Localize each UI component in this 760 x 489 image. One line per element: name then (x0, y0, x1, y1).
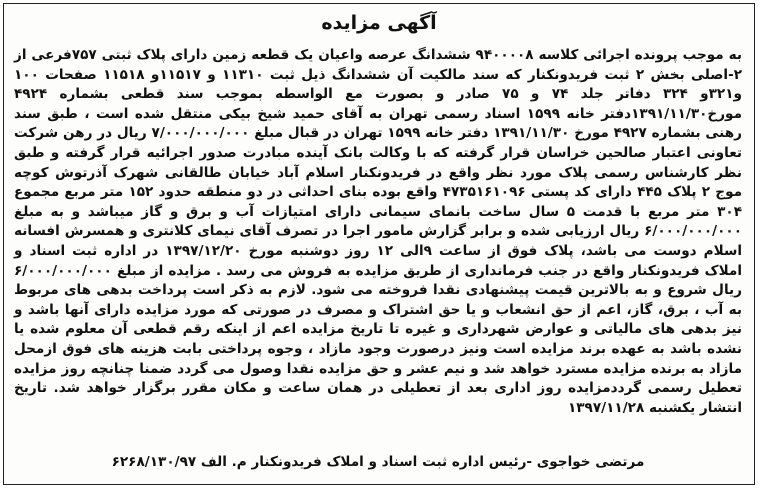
notice-body: به موجب پرونده اجرائی کلاسه ۹۴۰۰۰۰۸ ششدانگ عرصه واعیان یک قطعه زمین دارای پلاک ثبتی ۷۵۷فرعی از ۲-اصلی بخش ۲ ثبت فریدونکنار که سند مالکیت آن ششدانگ ذیل ثبت ۱۱۳۱۰ و ۱۱۵۱۷و ۱۱۵۱۸ صفحات ۱۰۰ و۳۲۱و ۳۲۴ دفاتر جلد ۷۴ و ۷۵ صادر و بصورت مع الواسطه بموجب سند قطعی بشماره ۴۹۲۴ مورخ۱۳۹۱/۱۱/۳۰دفتر خانه ۱۵۹۹ اسناد رسمی تهران به آقای حمید شیخ بیکی منتقل شده است ، طبق سند رهنی بشماره ۴۹۲۷ مورخ ۱۳۹۱/۱۱/۳۰ دفتر خانه ۱۵۹۹ تهران در قبال مبلغ ۷/۰۰۰/۰۰۰/۰۰۰ ریال در رهن شرکت تعاونی اعتبار صالحین خراسان قرار گرفته که با وکالت بانک آینده مبادرت صدور اجرائیه قرار گرفته و طبق نظر کارشناس رسمی پلاک مورد نظر واقع در فریدونکنار اسلام آباد خیابان طالقانی شهرک آذرتوش کوچه موج ۲ پلاک ۴۴۵ دارای کد پستی ۴۷۳۵۱۶۱۰۹۶ واقع بوده بنای احداثی در دو منطقه حدود ۱۵۲ متر مربع مجموع ۳۰۴ متر مربع با قدمت ۵ سال ساخت بانمای سیمانی دارای امتیازات آب و برق و گاز میباشد و به مبلغ ۶/۰۰۰/۰۰۰/۰۰۰ ریال ارزیابی شده و برابر گزارش مامور اجرا در تصرف آقای نیمای کلانتری و همسرش افسانه اسلام دوست می باشد، پلاک فوق از ساعت ۹الی ۱۲ روز دوشنبه مورخ ۱۳۹۷/۱۲/۲۰ در اداره ثبت اسناد و املاک فریدونکنار واقع در جنب فرمانداری از طریق مزایده به فروش می رسد . مزایده از مبلغ ۶/۰۰۰/۰۰۰/۰۰۰ ریال شروع و به بالاترین قیمت پیشنهادی نقدا فروخته می شود. لازم به ذکر است پرداخت بدهی های مربوط به آب ، برق، گاز، اعم از حق انشعاب و یا حق اشتراک و مصرف در صورتی که مورد مزایده دارای آنها باشد و نیز بدهی های مالیاتی و عوارض شهرداری و غیره تا تاریخ مزایده اعم از اینکه رقم قطعی آن معلوم شده یا نشده باشد به عهده برند مزایده است ونیز درصورت وجود مازاد ، وجوه پرداختی بابت هزینه های فوق ازمحل مازاد به برنده مزایده مسترد خواهد شد و نیم عشر و حق مزایده نقدا وصول می گردد ضمنا چنانچه روز مزایده تعطیل رسمی گرددمزایده روز اداری بعد از تعطیلی در همان ساعت و مکان مقرر برگزار خواهد شد. تاریخ انتشار یکشنبه ۱۳۹۷/۱۱/۲۸ (14, 47, 743, 416)
notice-signature: مرتضی خواجوی -رئیس اداره ثبت اسناد و املاک فریدونکنار م. الف ۶۲۶۸/۱۳۰/۹۷ (111, 454, 645, 470)
notice-title: آگهی مزایده (321, 12, 437, 34)
notice-frame (3, 3, 755, 485)
